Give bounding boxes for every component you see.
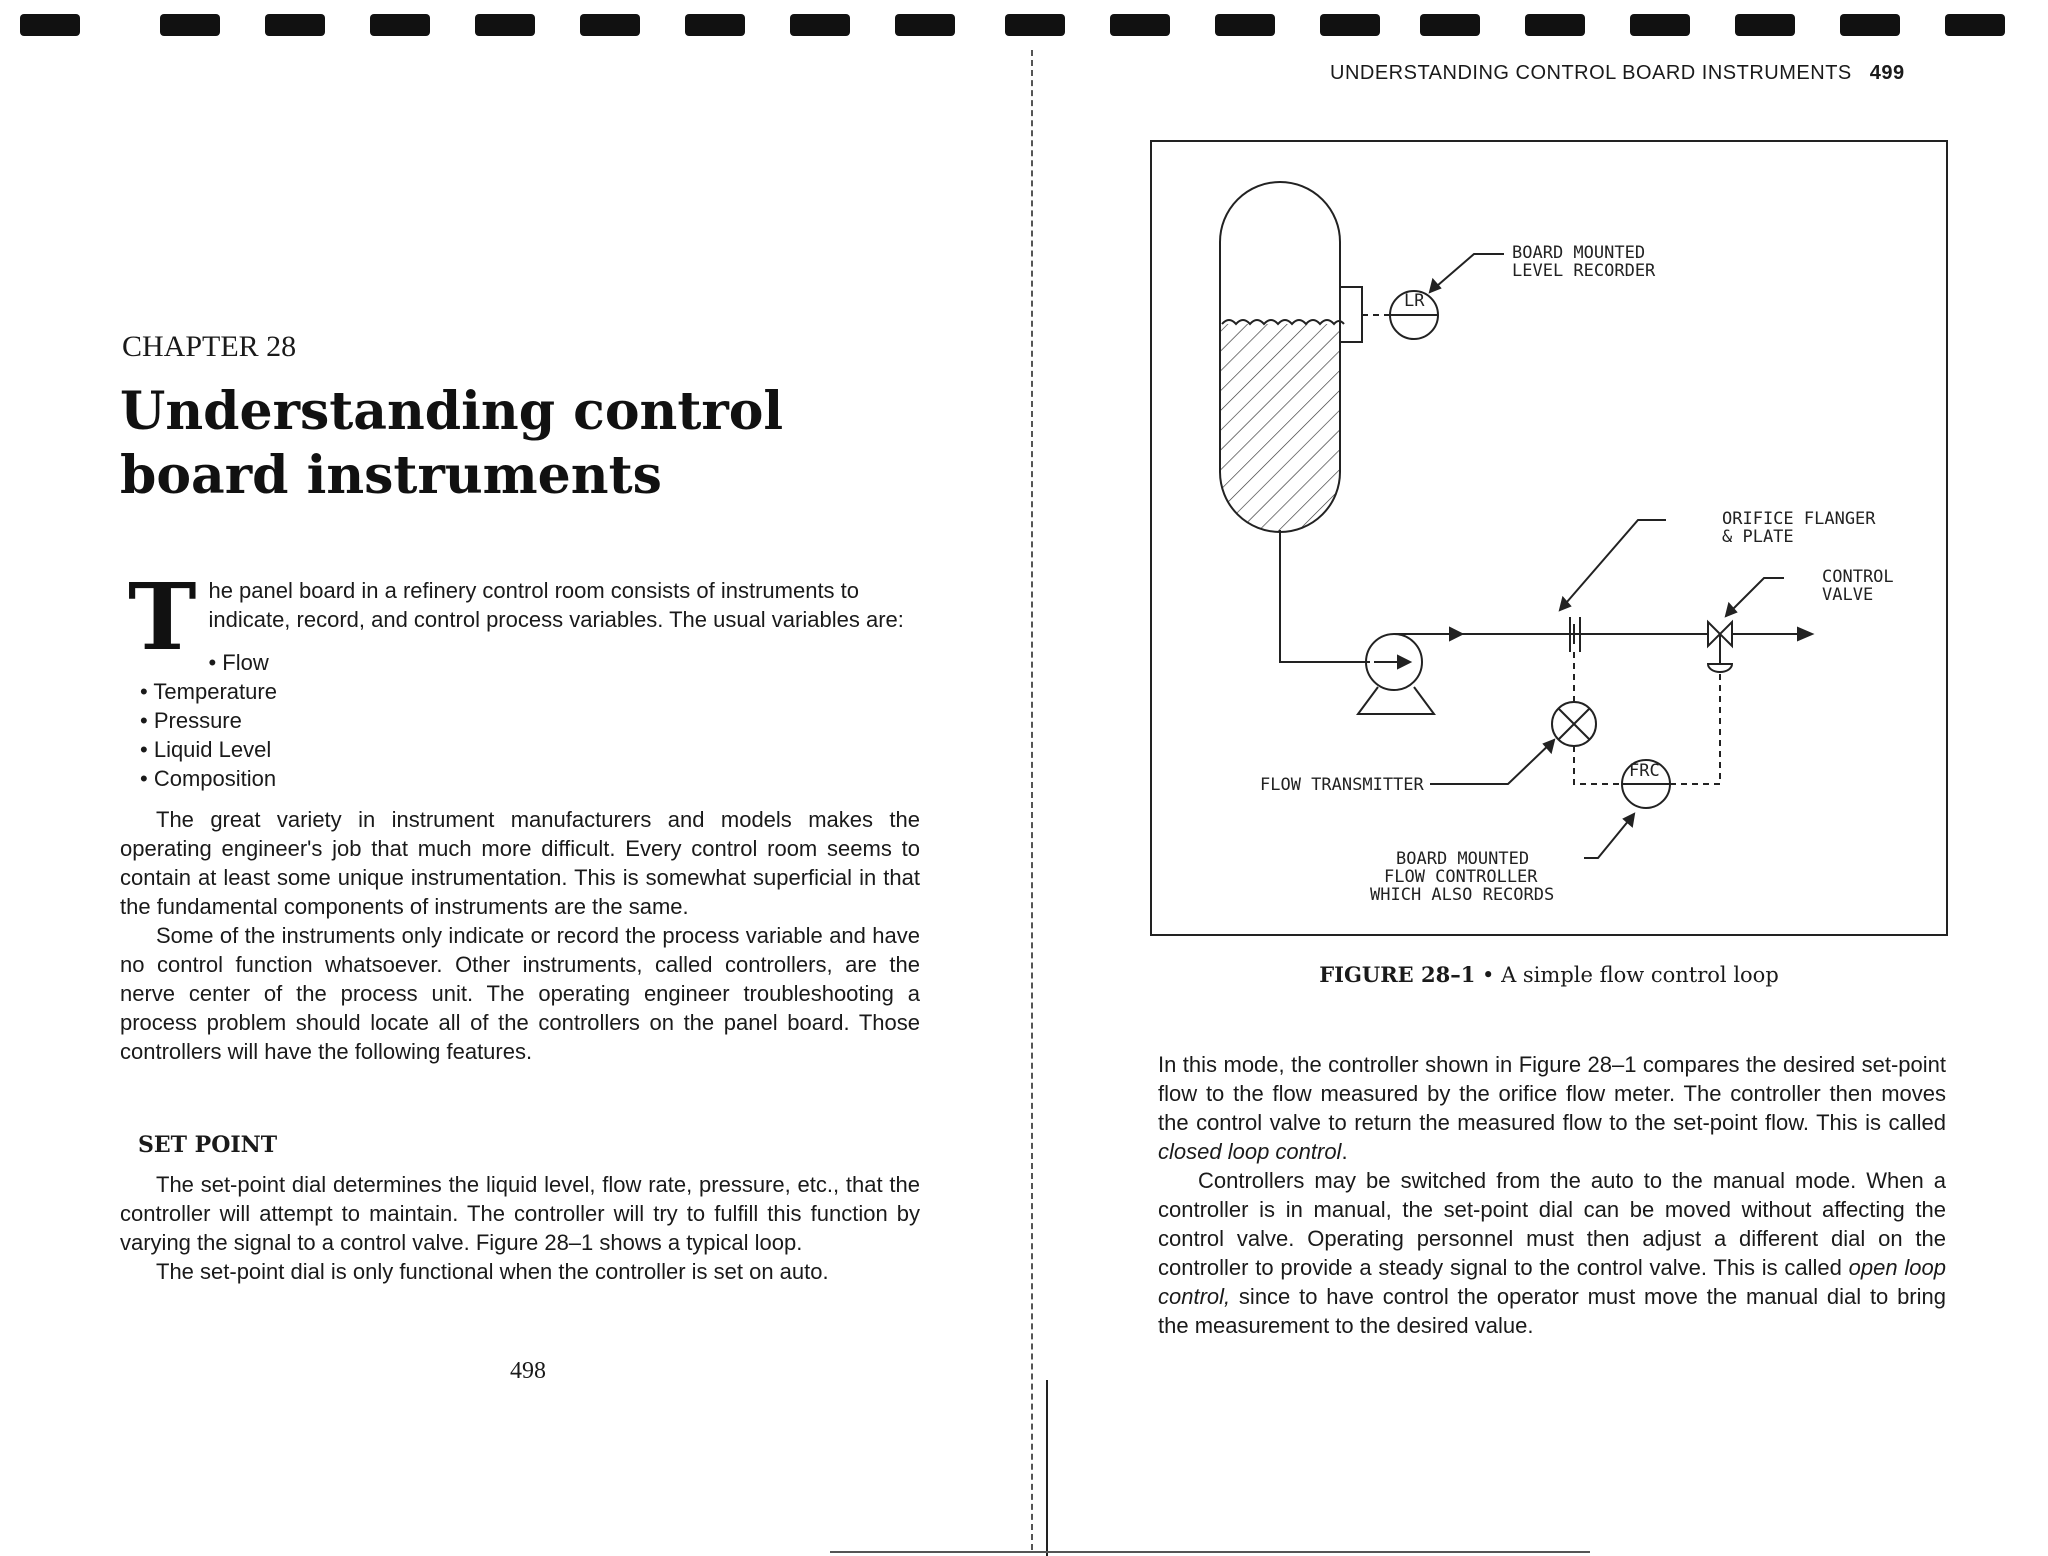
list-item: • Liquid Level: [140, 735, 920, 764]
list-item: • Composition: [140, 764, 920, 793]
body-paragraph: The set-point dial determines the liquid level, flow rate, pressure, etc., that the controller will attempt to maintain. The controller will try to fulfill this function by varying the signal to a control valve. Figure 28–1 shows a typical loop.: [120, 1172, 920, 1255]
running-head: [1330, 62, 1905, 85]
label-orifice-1: ORIFICE FLANGER: [1722, 509, 1876, 529]
label-controller-2: FLOW CONTROLLER: [1384, 867, 1538, 887]
chapter-label: CHAPTER 28: [122, 330, 297, 363]
list-item: • Temperature: [140, 677, 920, 706]
label-valve-2: VALVE: [1822, 585, 1874, 605]
figure-caption: [1150, 962, 1948, 987]
section-heading: SET POINT: [138, 1132, 278, 1158]
body-paragraph: [1158, 1050, 1946, 1166]
label-orifice-2: & PLATE: [1722, 527, 1794, 547]
level-nozzle: [1340, 287, 1362, 342]
label-controller-1: BOARD MOUNTED: [1396, 849, 1530, 869]
label-flow-transmitter: FLOW TRANSMITTER: [1260, 775, 1424, 795]
emphasis: closed loop control: [1158, 1139, 1342, 1164]
caption-text: • A simple flow control loop: [1475, 963, 1779, 987]
chapter-title: [120, 380, 920, 508]
intro-text: he panel board in a refinery control room consists of instruments to indicate, record, and control process variables. The usual variables are:: [208, 578, 904, 632]
body-paragraph: The set-point dial is only functional when the controller is set on auto.: [156, 1259, 829, 1284]
paragraph-text: since to have control the operator must move the manual dial to bring the measurement to the desired value.: [1158, 1284, 1946, 1338]
chapter-title-line2: board instruments: [120, 445, 662, 506]
variables-list: [140, 648, 920, 793]
spine-line: [1046, 1380, 1048, 1556]
left-page: [120, 330, 920, 1286]
label-valve-1: CONTROL: [1822, 567, 1894, 587]
caption-label: FIGURE 28–1: [1319, 962, 1476, 987]
list-item: • Flow: [140, 648, 920, 677]
list-item: • Pressure: [140, 706, 920, 735]
page-number-left: 498: [510, 1358, 546, 1384]
chapter-title-line1: Understanding control: [120, 381, 784, 442]
right-body-text: [1158, 1050, 1946, 1340]
flow-control-diagram: [1152, 142, 1946, 934]
label-level-recorder-1: BOARD MOUNTED: [1512, 243, 1646, 263]
suction-line: [1280, 530, 1370, 662]
liquid-hatch: [1212, 324, 1352, 544]
body-paragraph: The great variety in instrument manufacturers and models makes the operating engineer's job that much more difficult. Every control room seems to contain at least some unique instrumentation. This is somewhat superficial in that the fundamental components of instruments are the same.: [120, 807, 920, 919]
label-controller-3: WHICH ALSO RECORDS: [1370, 885, 1555, 905]
paragraph-text: Controllers may be switched from the auto to the manual mode. When a controller is in manual, the set-point dial can be moved without affecting the control valve. Operating personnel must then adjust a different dial on the controller to provide a steady signal to the control valve. This is called: [1158, 1168, 1946, 1280]
figure-28-1: [1150, 140, 1948, 936]
running-head-title: UNDERSTANDING CONTROL BOARD INSTRUMENTS: [1330, 62, 1852, 84]
bottom-rule: [830, 1551, 1590, 1553]
liquid-surface: [1222, 320, 1344, 324]
binding-holes: [0, 0, 2048, 40]
page-gutter: [1031, 50, 1033, 1550]
body-paragraph: Some of the instruments only indicate or record the process variable and have no control function whatsoever. Other instruments, called controllers, are the nerve center of the process unit. The operating engineer troubleshooting a process problem should locate all of the controllers on the panel board. Those controllers will have the following features.: [120, 923, 920, 1064]
drop-cap: T: [128, 563, 197, 671]
page-number-right: 499: [1869, 62, 1905, 84]
body-paragraph: [1158, 1166, 1946, 1340]
lr-tag: LR: [1404, 291, 1425, 311]
paragraph-text: .: [1341, 1139, 1348, 1164]
paragraph-text: In this mode, the controller shown in Figure 28–1 compares the desired set-point flow to the flow measured by the orifice flow meter. The controller then moves the control valve to return the measured flow to the set-point flow. This is called: [1158, 1052, 1946, 1135]
emphasis: open loop control,: [1158, 1255, 1946, 1309]
frc-tag: FRC: [1629, 761, 1660, 781]
label-level-recorder-2: LEVEL RECORDER: [1512, 261, 1656, 281]
